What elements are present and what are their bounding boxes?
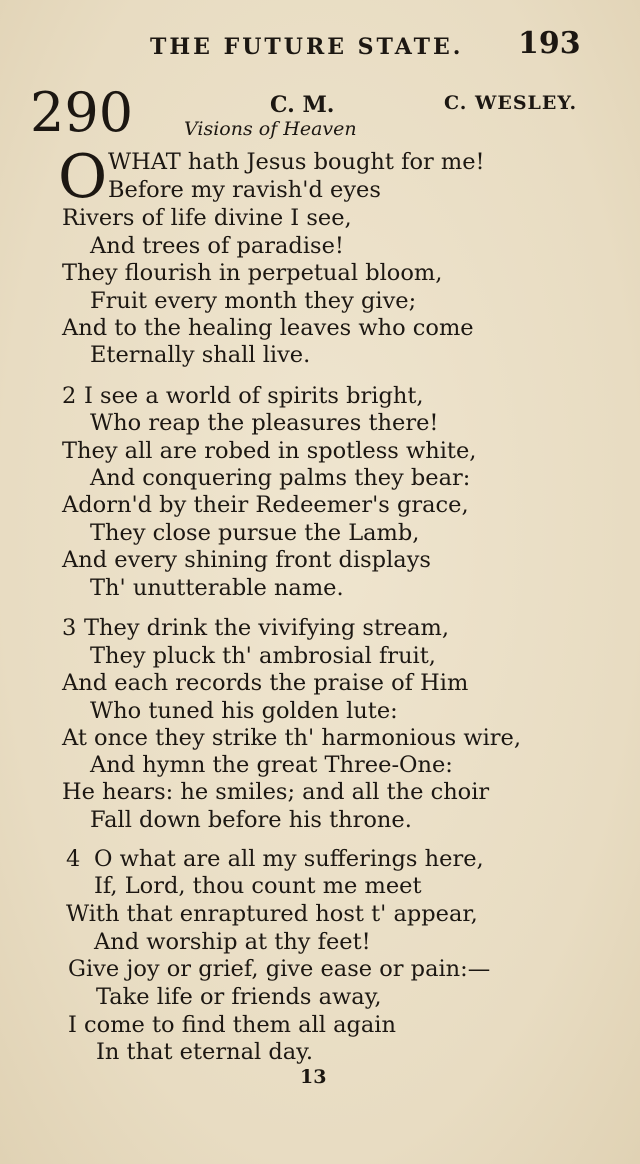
verse-line: If, Lord, thou count me meet	[94, 873, 422, 899]
verse-line: Give joy or grief, give ease or pain:—	[68, 956, 491, 982]
hymn-title: Visions of Heaven	[184, 118, 357, 140]
verse-line: Before my ravish'd eyes	[108, 177, 381, 203]
verse-line: Who tuned his golden lute:	[90, 698, 398, 724]
verse-line: Fall down before his throne.	[90, 807, 412, 833]
stanza-number: 2	[62, 383, 77, 409]
verse-line: They drink the vivifying stream,	[84, 615, 449, 641]
verse-line: I see a world of spirits bright,	[84, 383, 424, 409]
page-number: 193	[518, 26, 581, 61]
verse-line: And conquering palms they bear:	[90, 465, 471, 491]
verse-line: And each records the praise of Him	[62, 670, 469, 696]
verse-line: He hears: he smiles; and all the choir	[62, 779, 490, 805]
verse-line: And to the healing leaves who come	[62, 315, 474, 341]
verse-line: Adorn'd by their Redeemer's grace,	[62, 492, 469, 518]
verse-line: Th' unutterable name.	[90, 575, 344, 601]
stanza-number: 4	[66, 846, 81, 872]
drop-cap: O	[58, 142, 108, 212]
signature-mark: 13	[300, 1066, 327, 1088]
verse-line: I come to find them all again	[68, 1012, 396, 1038]
verse-line: And trees of paradise!	[90, 233, 344, 259]
verse-line: Take life or friends away,	[96, 984, 382, 1010]
verse-line: Who reap the pleasures there!	[90, 410, 439, 436]
verse-line: And hymn the great Three-One:	[90, 752, 453, 778]
hymn-author: C. WESLEY.	[444, 92, 578, 114]
verse-line: They pluck th' ambrosial fruit,	[90, 643, 436, 669]
verse-line: In that eternal day.	[96, 1039, 314, 1065]
hymn-number: 290	[30, 81, 134, 144]
verse-line: O what are all my sufferings here,	[94, 846, 484, 872]
verse-line: Eternally shall live.	[90, 342, 311, 368]
verse-line: They flourish in perpetual bloom,	[62, 260, 443, 286]
verse-line: Rivers of life divine I see,	[62, 205, 352, 231]
verse-line: And every shining front displays	[62, 547, 431, 573]
verse-line: They all are robed in spotless white,	[62, 438, 477, 464]
stanza-number: 3	[62, 615, 77, 641]
verse-line: With that enraptured host t' appear,	[66, 901, 478, 927]
verse-line: They close pursue the Lamb,	[90, 520, 420, 546]
running-title: THE FUTURE STATE.	[150, 34, 464, 60]
verse-line: At once they strike th' harmonious wire,	[62, 725, 522, 751]
verse-line: WHAT hath Jesus bought for me!	[108, 149, 485, 175]
verse-line: And worship at thy feet!	[94, 929, 371, 955]
verse-line: Fruit every month they give;	[90, 288, 417, 314]
hymn-meter: C. M.	[270, 92, 335, 118]
